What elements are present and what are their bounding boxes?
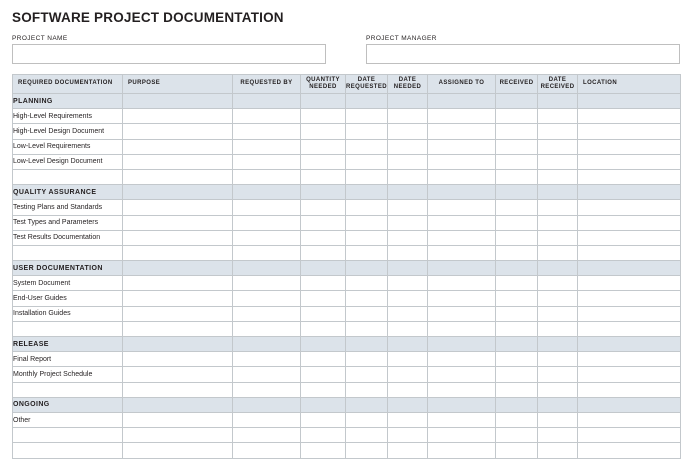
cell-quantity-needed[interactable] [301, 352, 346, 367]
cell-purpose[interactable] [123, 428, 233, 443]
cell-date-needed[interactable] [388, 154, 428, 169]
project-name-label: PROJECT NAME [12, 35, 68, 42]
cell-assigned-to [428, 94, 496, 109]
cell-received[interactable] [496, 109, 538, 124]
cell-date-needed[interactable] [388, 428, 428, 443]
table-row [13, 154, 681, 169]
project-manager-label: PROJECT MANAGER [366, 35, 437, 42]
cell-assigned-to[interactable] [428, 321, 496, 336]
cell-required-documentation[interactable] [13, 245, 123, 260]
cell-received [496, 94, 538, 109]
col-location: LOCATION [578, 75, 681, 94]
cell-quantity-needed[interactable] [301, 412, 346, 427]
cell-date-requested [346, 185, 388, 200]
cell-date-requested[interactable] [346, 367, 388, 382]
cell-date-requested [346, 261, 388, 276]
row-label: High-Level Design Document [13, 124, 123, 139]
cell-date-requested [346, 94, 388, 109]
cell-location[interactable] [578, 245, 681, 260]
cell-location[interactable] [578, 154, 681, 169]
cell-date-needed[interactable] [388, 230, 428, 245]
cell-requested-by [233, 397, 301, 412]
cell-location [578, 397, 681, 412]
cell-date-received[interactable] [538, 428, 578, 443]
row-label: Monthly Project Schedule [13, 367, 123, 382]
cell-purpose[interactable] [123, 200, 233, 215]
table-row [13, 276, 681, 291]
cell-received[interactable] [496, 367, 538, 382]
col-date-needed: DATE NEEDED [388, 75, 428, 94]
cell-location[interactable] [578, 321, 681, 336]
cell-date-needed [388, 94, 428, 109]
cell-assigned-to[interactable] [428, 124, 496, 139]
cell-assigned-to[interactable] [428, 306, 496, 321]
cell-purpose [123, 94, 233, 109]
cell-required-documentation[interactable] [13, 428, 123, 443]
section-row [13, 397, 681, 412]
cell-purpose[interactable] [123, 321, 233, 336]
cell-quantity-needed[interactable] [301, 382, 346, 397]
cell-requested-by[interactable] [233, 245, 301, 260]
cell-received [496, 397, 538, 412]
cell-received[interactable] [496, 382, 538, 397]
cell-requested-by[interactable] [233, 352, 301, 367]
section-label: RELEASE [13, 337, 123, 352]
cell-date-requested[interactable] [346, 352, 388, 367]
cell-date-needed[interactable] [388, 109, 428, 124]
cell-date-requested[interactable] [346, 321, 388, 336]
cell-date-received [538, 261, 578, 276]
cell-date-received [538, 337, 578, 352]
cell-date-needed[interactable] [388, 321, 428, 336]
cell-assigned-to [428, 185, 496, 200]
table-row [13, 367, 681, 382]
cell-location[interactable] [578, 109, 681, 124]
cell-purpose[interactable] [123, 230, 233, 245]
cell-date-received[interactable] [538, 169, 578, 184]
cell-requested-by[interactable] [233, 109, 301, 124]
cell-date-requested[interactable] [346, 154, 388, 169]
cell-date-received[interactable] [538, 109, 578, 124]
cell-quantity-needed[interactable] [301, 200, 346, 215]
cell-date-requested[interactable] [346, 245, 388, 260]
table-row [13, 382, 681, 397]
cell-date-received[interactable] [538, 200, 578, 215]
row-label: Test Types and Parameters [13, 215, 123, 230]
cell-date-needed[interactable] [388, 443, 428, 458]
cell-received[interactable] [496, 352, 538, 367]
cell-assigned-to[interactable] [428, 169, 496, 184]
cell-requested-by [233, 185, 301, 200]
cell-location[interactable] [578, 428, 681, 443]
cell-date-received[interactable] [538, 443, 578, 458]
cell-location[interactable] [578, 124, 681, 139]
section-label: PLANNING [13, 94, 123, 109]
project-meta-row [12, 35, 680, 64]
table-row [13, 352, 681, 367]
cell-date-needed[interactable] [388, 352, 428, 367]
cell-assigned-to[interactable] [428, 245, 496, 260]
cell-assigned-to[interactable] [428, 367, 496, 382]
cell-quantity-needed[interactable] [301, 321, 346, 336]
cell-purpose [123, 185, 233, 200]
cell-purpose[interactable] [123, 139, 233, 154]
cell-date-requested[interactable] [346, 276, 388, 291]
cell-required-documentation[interactable] [13, 382, 123, 397]
cell-assigned-to[interactable] [428, 109, 496, 124]
cell-requested-by[interactable] [233, 443, 301, 458]
cell-date-needed[interactable] [388, 291, 428, 306]
cell-quantity-needed [301, 397, 346, 412]
cell-purpose[interactable] [123, 382, 233, 397]
cell-assigned-to[interactable] [428, 291, 496, 306]
cell-requested-by[interactable] [233, 139, 301, 154]
row-label: Test Results Documentation [13, 230, 123, 245]
cell-date-requested[interactable] [346, 109, 388, 124]
cell-received[interactable] [496, 200, 538, 215]
row-label: System Document [13, 276, 123, 291]
cell-quantity-needed [301, 261, 346, 276]
project-name-input[interactable] [12, 44, 326, 64]
cell-purpose[interactable] [123, 443, 233, 458]
table-row [13, 230, 681, 245]
cell-received [496, 337, 538, 352]
table-row [13, 200, 681, 215]
cell-requested-by[interactable] [233, 276, 301, 291]
cell-date-received[interactable] [538, 412, 578, 427]
row-label: Other [13, 412, 123, 427]
cell-purpose [123, 337, 233, 352]
cell-quantity-needed [301, 337, 346, 352]
section-label: USER DOCUMENTATION [13, 261, 123, 276]
cell-requested-by [233, 94, 301, 109]
cell-assigned-to[interactable] [428, 382, 496, 397]
cell-purpose[interactable] [123, 352, 233, 367]
cell-received[interactable] [496, 215, 538, 230]
table-row [13, 139, 681, 154]
cell-received[interactable] [496, 321, 538, 336]
cell-date-requested[interactable] [346, 428, 388, 443]
cell-assigned-to[interactable] [428, 230, 496, 245]
cell-date-requested[interactable] [346, 230, 388, 245]
cell-requested-by[interactable] [233, 154, 301, 169]
cell-assigned-to[interactable] [428, 443, 496, 458]
cell-quantity-needed[interactable] [301, 306, 346, 321]
cell-requested-by[interactable] [233, 291, 301, 306]
cell-date-needed[interactable] [388, 124, 428, 139]
col-quantity-needed: QUANTITY NEEDED [301, 75, 346, 94]
table-row [13, 412, 681, 427]
cell-date-received[interactable] [538, 306, 578, 321]
col-required-documentation: REQUIRED DOCUMENTATION [13, 75, 123, 94]
cell-location[interactable] [578, 291, 681, 306]
table-body [13, 94, 681, 459]
row-label: Testing Plans and Standards [13, 200, 123, 215]
cell-date-received[interactable] [538, 352, 578, 367]
cell-requested-by[interactable] [233, 124, 301, 139]
cell-requested-by[interactable] [233, 306, 301, 321]
cell-requested-by[interactable] [233, 382, 301, 397]
cell-received [496, 261, 538, 276]
cell-received[interactable] [496, 169, 538, 184]
col-received: RECEIVED [496, 75, 538, 94]
cell-date-needed[interactable] [388, 412, 428, 427]
cell-date-needed[interactable] [388, 139, 428, 154]
cell-date-needed[interactable] [388, 245, 428, 260]
cell-quantity-needed[interactable] [301, 443, 346, 458]
cell-purpose[interactable] [123, 276, 233, 291]
cell-purpose[interactable] [123, 291, 233, 306]
cell-received[interactable] [496, 276, 538, 291]
cell-location [578, 337, 681, 352]
row-label: Low-Level Design Document [13, 154, 123, 169]
cell-date-received[interactable] [538, 367, 578, 382]
cell-quantity-needed [301, 185, 346, 200]
cell-date-requested[interactable] [346, 306, 388, 321]
cell-date-received [538, 397, 578, 412]
cell-date-received[interactable] [538, 321, 578, 336]
cell-purpose [123, 397, 233, 412]
cell-location [578, 261, 681, 276]
cell-requested-by[interactable] [233, 321, 301, 336]
cell-received[interactable] [496, 428, 538, 443]
cell-date-received[interactable] [538, 139, 578, 154]
cell-location[interactable] [578, 200, 681, 215]
section-row [13, 261, 681, 276]
col-assigned-to: ASSIGNED TO [428, 75, 496, 94]
table-row [13, 428, 681, 443]
cell-date-needed[interactable] [388, 215, 428, 230]
cell-assigned-to [428, 397, 496, 412]
table-row [13, 321, 681, 336]
cell-location [578, 185, 681, 200]
cell-purpose[interactable] [123, 306, 233, 321]
cell-purpose[interactable] [123, 109, 233, 124]
cell-quantity-needed[interactable] [301, 154, 346, 169]
col-date-requested: DATE REQUESTED [346, 75, 388, 94]
cell-date-received[interactable] [538, 124, 578, 139]
cell-location[interactable] [578, 139, 681, 154]
cell-date-received[interactable] [538, 154, 578, 169]
cell-assigned-to[interactable] [428, 428, 496, 443]
row-label: High-Level Requirements [13, 109, 123, 124]
cell-location[interactable] [578, 276, 681, 291]
row-label: End-User Guides [13, 291, 123, 306]
cell-date-requested[interactable] [346, 169, 388, 184]
cell-purpose [123, 261, 233, 276]
cell-quantity-needed[interactable] [301, 291, 346, 306]
cell-required-documentation[interactable] [13, 169, 123, 184]
cell-location[interactable] [578, 230, 681, 245]
cell-date-needed [388, 337, 428, 352]
cell-date-received [538, 94, 578, 109]
cell-assigned-to[interactable] [428, 154, 496, 169]
cell-purpose[interactable] [123, 154, 233, 169]
cell-quantity-needed[interactable] [301, 139, 346, 154]
cell-date-needed [388, 185, 428, 200]
cell-received[interactable] [496, 245, 538, 260]
cell-received[interactable] [496, 306, 538, 321]
cell-required-documentation[interactable] [13, 321, 123, 336]
cell-date-needed[interactable] [388, 306, 428, 321]
cell-requested-by[interactable] [233, 200, 301, 215]
cell-requested-by [233, 337, 301, 352]
cell-quantity-needed[interactable] [301, 276, 346, 291]
cell-quantity-needed[interactable] [301, 215, 346, 230]
cell-requested-by[interactable] [233, 215, 301, 230]
cell-requested-by[interactable] [233, 367, 301, 382]
table-header [13, 75, 681, 94]
cell-assigned-to [428, 261, 496, 276]
cell-date-needed[interactable] [388, 200, 428, 215]
cell-requested-by[interactable] [233, 169, 301, 184]
cell-location[interactable] [578, 215, 681, 230]
cell-date-requested[interactable] [346, 443, 388, 458]
cell-received[interactable] [496, 412, 538, 427]
cell-required-documentation[interactable] [13, 443, 123, 458]
cell-quantity-needed[interactable] [301, 245, 346, 260]
cell-received[interactable] [496, 443, 538, 458]
cell-assigned-to[interactable] [428, 276, 496, 291]
section-row [13, 94, 681, 109]
cell-purpose[interactable] [123, 412, 233, 427]
table-row [13, 124, 681, 139]
cell-date-requested [346, 397, 388, 412]
cell-received[interactable] [496, 230, 538, 245]
cell-date-requested [346, 337, 388, 352]
cell-assigned-to[interactable] [428, 200, 496, 215]
cell-date-requested[interactable] [346, 139, 388, 154]
cell-location[interactable] [578, 367, 681, 382]
cell-date-needed[interactable] [388, 382, 428, 397]
cell-received[interactable] [496, 291, 538, 306]
table-row [13, 245, 681, 260]
cell-requested-by[interactable] [233, 412, 301, 427]
cell-date-received [538, 185, 578, 200]
cell-received[interactable] [496, 139, 538, 154]
cell-date-received[interactable] [538, 245, 578, 260]
col-requested-by: REQUESTED BY [233, 75, 301, 94]
cell-date-received[interactable] [538, 230, 578, 245]
row-label: Final Report [13, 352, 123, 367]
cell-purpose[interactable] [123, 367, 233, 382]
cell-assigned-to [428, 337, 496, 352]
page-title: SOFTWARE PROJECT DOCUMENTATION [12, 10, 284, 25]
cell-received[interactable] [496, 154, 538, 169]
section-label: ONGOING [13, 397, 123, 412]
section-row [13, 337, 681, 352]
section-row [13, 185, 681, 200]
cell-requested-by [233, 261, 301, 276]
cell-purpose[interactable] [123, 215, 233, 230]
cell-received [496, 185, 538, 200]
cell-purpose[interactable] [123, 169, 233, 184]
cell-date-needed[interactable] [388, 367, 428, 382]
cell-date-received[interactable] [538, 291, 578, 306]
cell-date-requested[interactable] [346, 382, 388, 397]
table-row [13, 443, 681, 458]
table-row [13, 109, 681, 124]
cell-quantity-needed[interactable] [301, 367, 346, 382]
cell-quantity-needed[interactable] [301, 428, 346, 443]
project-name-field [12, 35, 326, 64]
cell-location[interactable] [578, 306, 681, 321]
cell-date-requested[interactable] [346, 412, 388, 427]
cell-location [578, 94, 681, 109]
cell-date-received[interactable] [538, 382, 578, 397]
cell-date-requested[interactable] [346, 124, 388, 139]
cell-date-needed[interactable] [388, 169, 428, 184]
section-label: QUALITY ASSURANCE [13, 185, 123, 200]
cell-date-requested[interactable] [346, 291, 388, 306]
cell-date-needed[interactable] [388, 276, 428, 291]
documentation-table [12, 74, 681, 459]
table-row [13, 291, 681, 306]
col-date-received: DATE RECEIVED [538, 75, 578, 94]
cell-purpose[interactable] [123, 124, 233, 139]
header-row [13, 75, 681, 94]
cell-requested-by[interactable] [233, 428, 301, 443]
cell-quantity-needed[interactable] [301, 109, 346, 124]
cell-location[interactable] [578, 169, 681, 184]
cell-purpose[interactable] [123, 245, 233, 260]
cell-date-received[interactable] [538, 215, 578, 230]
table-row [13, 306, 681, 321]
cell-date-needed [388, 397, 428, 412]
cell-quantity-needed[interactable] [301, 169, 346, 184]
cell-assigned-to[interactable] [428, 215, 496, 230]
cell-requested-by[interactable] [233, 230, 301, 245]
cell-quantity-needed [301, 94, 346, 109]
cell-date-received[interactable] [538, 276, 578, 291]
cell-location[interactable] [578, 443, 681, 458]
row-label: Installation Guides [13, 306, 123, 321]
project-manager-input[interactable] [366, 44, 680, 64]
cell-date-requested[interactable] [346, 200, 388, 215]
cell-date-needed [388, 261, 428, 276]
table-row [13, 169, 681, 184]
cell-assigned-to[interactable] [428, 412, 496, 427]
cell-received[interactable] [496, 124, 538, 139]
cell-location[interactable] [578, 382, 681, 397]
cell-assigned-to[interactable] [428, 352, 496, 367]
cell-quantity-needed[interactable] [301, 124, 346, 139]
table-row [13, 215, 681, 230]
cell-location[interactable] [578, 352, 681, 367]
row-label: Low-Level Requirements [13, 139, 123, 154]
project-manager-field [366, 35, 680, 64]
cell-assigned-to[interactable] [428, 139, 496, 154]
cell-date-requested[interactable] [346, 215, 388, 230]
cell-quantity-needed[interactable] [301, 230, 346, 245]
cell-location[interactable] [578, 412, 681, 427]
col-purpose: PURPOSE [123, 75, 233, 94]
